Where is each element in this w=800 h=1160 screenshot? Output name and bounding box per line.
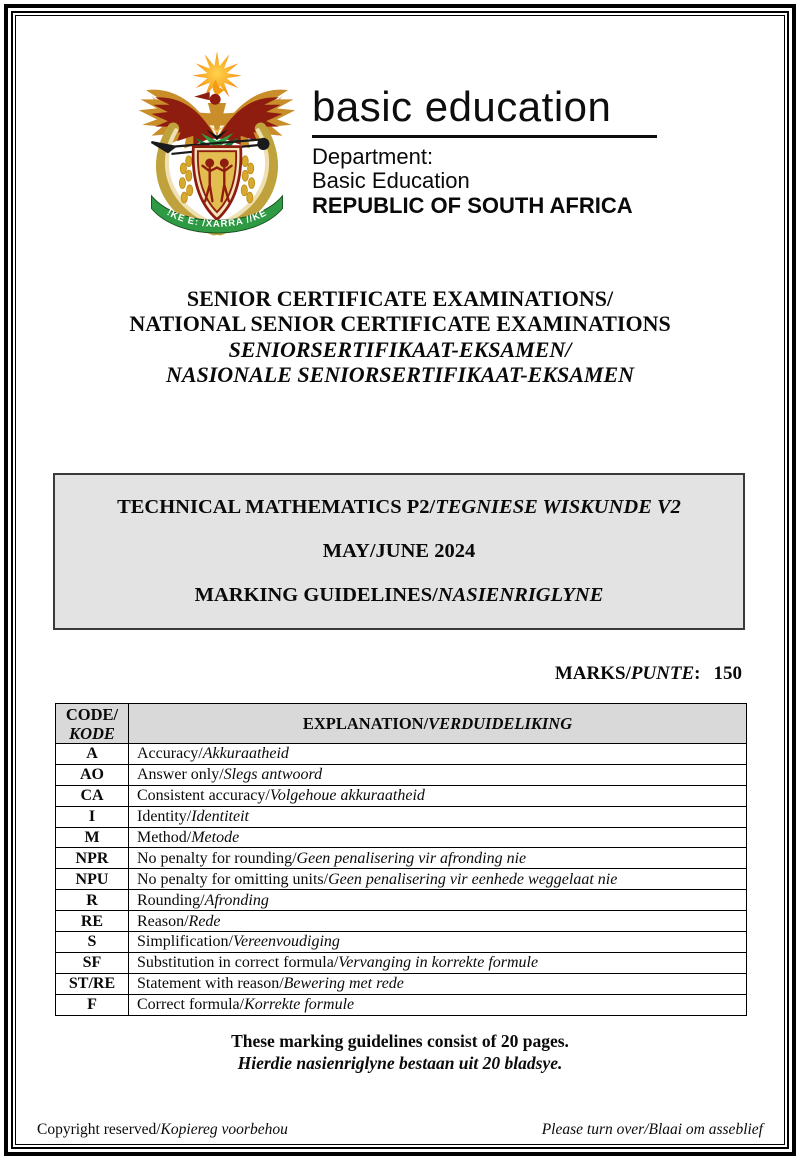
- marking-codes-table: [55, 703, 747, 1016]
- table-header-row: [56, 704, 747, 744]
- heading-line2: NATIONAL SENIOR CERTIFICATE EXAMINATIONS: [129, 311, 671, 337]
- explanation-cell: No penalty for omitting units/Geen penalisering vir eenhede weggelaat nie: [129, 869, 747, 890]
- code-cell: RE: [56, 911, 129, 932]
- subject-title-en: TECHNICAL MATHEMATICS P2/: [117, 496, 436, 518]
- marks-label-en: MARKS/: [554, 663, 631, 684]
- table-row: [56, 848, 747, 869]
- explanation-cell: Consistent accuracy/Volgehoue akkuraatheid: [129, 785, 747, 806]
- page-footer: [37, 1121, 763, 1139]
- explanation-cell: Accuracy/Akkuraatheid: [129, 744, 747, 765]
- marks-total: [555, 663, 742, 685]
- exam-session: MAY/JUNE 2024: [322, 540, 476, 562]
- marks-label-af: PUNTE: [630, 663, 695, 684]
- subject-title-box: [53, 473, 745, 630]
- document-type-af: NASIENRIGLYNE: [437, 584, 604, 606]
- exam-heading: [0, 286, 800, 387]
- subject-title: [55, 496, 743, 519]
- code-cell: AO: [56, 764, 129, 785]
- code-table-body: [56, 744, 747, 1016]
- code-cell: A: [56, 744, 129, 765]
- marks-colon: :: [694, 663, 701, 684]
- logo-underline: [312, 135, 657, 138]
- explanation-header-en: EXPLANATION/: [302, 714, 429, 733]
- code-cell: F: [56, 994, 129, 1015]
- code-cell: M: [56, 827, 129, 848]
- table-row: [56, 890, 747, 911]
- copyright-notice: [37, 1121, 288, 1139]
- logo-country: REPUBLIC OF SOUTH AFRICA: [312, 192, 633, 218]
- explanation-cell: Method/Metode: [129, 827, 747, 848]
- explanation-header-af: VERDUIDELIKING: [428, 714, 573, 733]
- explanation-cell: Statement with reason/Bewering met rede: [129, 973, 747, 994]
- table-row: [56, 744, 747, 765]
- code-header-en: CODE/: [65, 704, 119, 724]
- turn-over-text: Please turn over/Blaai om asseblief: [541, 1121, 763, 1138]
- explanation-column-header: [129, 704, 747, 744]
- explanation-cell: Identity/Identiteit: [129, 806, 747, 827]
- table-row: [56, 952, 747, 973]
- code-cell: I: [56, 806, 129, 827]
- code-column-header: [56, 704, 129, 744]
- logo-dept-line2: Basic Education: [312, 167, 470, 193]
- explanation-cell: Substitution in correct formula/Vervanging in korrekte formule: [129, 952, 747, 973]
- turn-over-notice: [542, 1121, 763, 1139]
- explanation-cell: Correct formula/Korrekte formule: [129, 994, 747, 1015]
- pages-note: [0, 1031, 800, 1074]
- copyright-en: Copyright reserved/: [37, 1121, 161, 1138]
- table-row: [56, 785, 747, 806]
- explanation-cell: Rounding/Afronding: [129, 890, 747, 911]
- copyright-af: Kopiereg voorbehou: [160, 1121, 288, 1138]
- explanation-cell: No penalty for rounding/Geen penalisering vir afronding nie: [129, 848, 747, 869]
- pages-note-en: These marking guidelines consist of 20 pages.: [231, 1031, 569, 1051]
- table-row: [56, 932, 747, 953]
- table-row: [56, 806, 747, 827]
- subject-title-af: TEGNIESE WISKUNDE V2: [435, 496, 681, 518]
- explanation-cell: Simplification/Vereenvoudiging: [129, 932, 747, 953]
- code-cell: SF: [56, 952, 129, 973]
- code-cell: ST/RE: [56, 973, 129, 994]
- code-header-af: KODE: [69, 723, 115, 743]
- code-cell: NPR: [56, 848, 129, 869]
- coat-of-arms-motto: !KE E: /XARRA //KE: [164, 207, 270, 230]
- explanation-cell: Answer only/Slegs antwoord: [129, 764, 747, 785]
- table-row: [56, 764, 747, 785]
- explanation-cell: Reason/Rede: [129, 911, 747, 932]
- code-cell: NPU: [56, 869, 129, 890]
- table-row: [56, 911, 747, 932]
- department-logo: [126, 48, 657, 238]
- code-cell: CA: [56, 785, 129, 806]
- heading-line1: SENIOR CERTIFICATE EXAMINATIONS/: [186, 286, 614, 311]
- table-row: [56, 973, 747, 994]
- logo-brand: basic education: [312, 83, 612, 130]
- logo-dept-line1: Department:: [312, 143, 434, 169]
- document-type-en: MARKING GUIDELINES/: [194, 584, 438, 606]
- document-type: [55, 584, 743, 607]
- pages-note-af: Hierdie nasienriglyne bestaan uit 20 bladsye.: [237, 1052, 563, 1073]
- logo-text-block: [312, 48, 657, 218]
- heading-line4: NASIONALE SENIORSERTIFIKAAT-EKSAMEN: [165, 361, 635, 387]
- heading-line3: SENIORSERTIFIKAAT-EKSAMEN/: [228, 336, 572, 362]
- code-cell: S: [56, 932, 129, 953]
- table-row: [56, 869, 747, 890]
- marks-value: 150: [713, 663, 742, 684]
- code-cell: R: [56, 890, 129, 911]
- table-row: [56, 994, 747, 1015]
- coat-of-arms-icon: [126, 48, 308, 238]
- table-row: [56, 827, 747, 848]
